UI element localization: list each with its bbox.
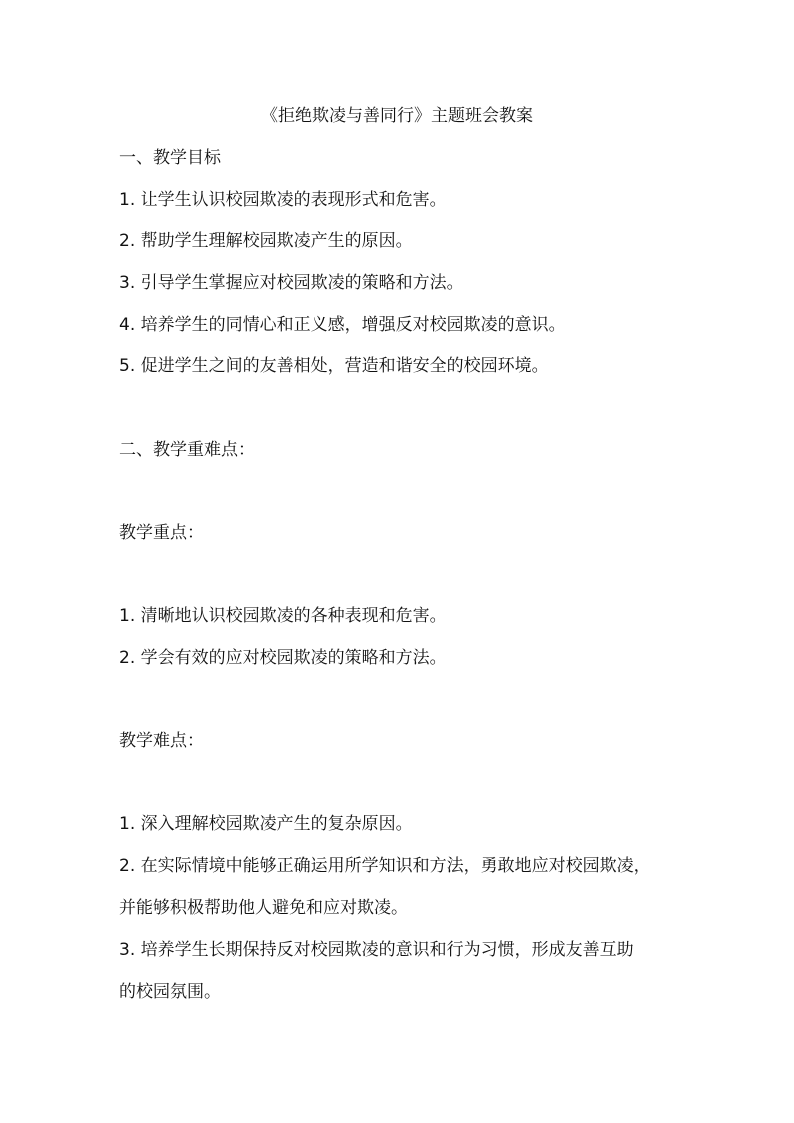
goal-item: 1. 让学生认识校园欺凌的表现形式和危害。 — [119, 190, 447, 210]
difficult-point-item: 2. 在实际情境中能够正确运用所学知识和方法，勇敢地应对校园欺凌， — [119, 856, 651, 876]
subheading-key-points: 教学重点： — [119, 523, 204, 543]
document-title: 《拒绝欺凌与善同行》主题班会教案 — [261, 106, 533, 126]
key-point-item: 1. 清晰地认识校园欺凌的各种表现和危害。 — [119, 606, 447, 626]
goal-item: 3. 引导学生掌握应对校园欺凌的策略和方法。 — [119, 273, 464, 293]
key-point-item: 2. 学会有效的应对校园欺凌的策略和方法。 — [119, 648, 447, 668]
section-heading-teaching-goals: 一、教学目标 — [119, 148, 221, 168]
difficult-point-item-continued: 的校园氛围。 — [119, 982, 221, 1002]
section-heading-key-difficult: 二、教学重难点： — [119, 440, 255, 460]
difficult-point-item-continued: 并能够积极帮助他人避免和应对欺凌。 — [119, 898, 408, 918]
difficult-point-item: 1. 深入理解校园欺凌产生的复杂原因。 — [119, 814, 413, 834]
goal-item: 4. 培养学生的同情心和正义感，增强反对校园欺凌的意识。 — [119, 315, 566, 335]
difficult-point-item: 3. 培养学生长期保持反对校园欺凌的意识和行为习惯，形成友善互助 — [119, 940, 634, 960]
subheading-difficult-points: 教学难点： — [119, 731, 204, 751]
goal-item: 2. 帮助学生理解校园欺凌产生的原因。 — [119, 231, 413, 251]
goal-item: 5. 促进学生之间的友善相处，营造和谐安全的校园环境。 — [119, 356, 549, 376]
